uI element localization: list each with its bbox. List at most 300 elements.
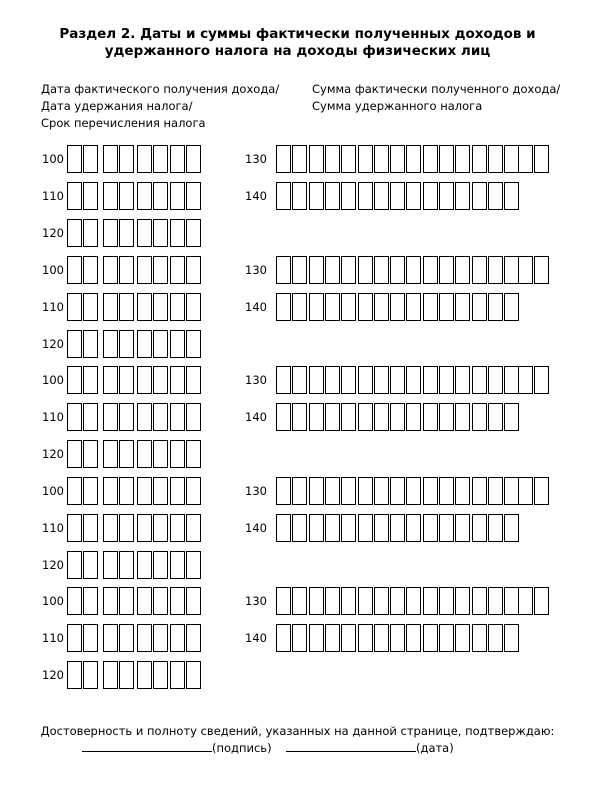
section-title-line-1: Раздел 2. Даты и суммы фактически полученных доходов и	[59, 26, 536, 42]
tax-withheld-amount-cell[interactable]	[341, 514, 356, 542]
signature-underline[interactable]	[82, 740, 212, 752]
tax-withheld-amount-cell[interactable]	[325, 293, 340, 321]
income-date-cell[interactable]	[119, 587, 134, 615]
income-date-cell[interactable]	[119, 145, 134, 173]
tax-withholding-date-cell[interactable]	[83, 624, 98, 652]
income-amount-cell[interactable]	[472, 477, 487, 505]
tax-withholding-date-cell[interactable]	[119, 403, 134, 431]
tax-transfer-deadline-cell[interactable]	[170, 219, 185, 247]
income-date-cell[interactable]	[67, 366, 82, 394]
tax-withheld-amount-cell[interactable]	[374, 403, 389, 431]
tax-withheld-amount-cell[interactable]	[423, 624, 438, 652]
income-amount-cell[interactable]	[472, 587, 487, 615]
date-field[interactable]	[286, 740, 454, 755]
income-amount-cell[interactable]	[374, 256, 389, 284]
tax-transfer-deadline-cell[interactable]	[186, 661, 201, 689]
tax-withholding-date-cell[interactable]	[137, 182, 152, 210]
income-date-cell[interactable]	[170, 587, 185, 615]
income-amount-cell[interactable]	[488, 366, 503, 394]
tax-withheld-amount-cell[interactable]	[390, 403, 405, 431]
line-code-110: 110	[42, 300, 64, 314]
income-amount-cell[interactable]	[423, 587, 438, 615]
tax-withheld-amount-cell[interactable]	[488, 182, 503, 210]
tax-withholding-date-cell[interactable]	[153, 403, 168, 431]
income-amount-cell[interactable]	[341, 587, 356, 615]
tax-withheld-amount-cell[interactable]	[374, 624, 389, 652]
tax-withholding-date-cell[interactable]	[170, 293, 185, 321]
income-amount-cell[interactable]	[423, 477, 438, 505]
income-amount-cell[interactable]	[390, 366, 405, 394]
tax-withholding-date-cell[interactable]	[103, 624, 118, 652]
tax-withheld-amount-cell[interactable]	[406, 624, 421, 652]
tax-withheld-amount-cell[interactable]	[341, 624, 356, 652]
tax-withheld-amount-cell[interactable]	[488, 403, 503, 431]
tax-withheld-amount-cell[interactable]	[423, 182, 438, 210]
income-date-cell[interactable]	[67, 587, 82, 615]
income-amount-cell[interactable]	[439, 256, 454, 284]
tax-transfer-deadline-cell[interactable]	[83, 551, 98, 579]
income-amount-cell[interactable]	[309, 366, 324, 394]
income-amount-cell[interactable]	[406, 256, 421, 284]
tax-transfer-deadline-cell[interactable]	[137, 330, 152, 358]
tax-withheld-amount-cell[interactable]	[358, 293, 373, 321]
income-amount-cell[interactable]	[534, 145, 549, 173]
tax-withholding-date-cell[interactable]	[103, 514, 118, 542]
tax-withheld-amount-cell[interactable]	[472, 624, 487, 652]
tax-transfer-deadline-cell[interactable]	[153, 661, 168, 689]
income-amount-cell[interactable]	[455, 256, 470, 284]
tax-transfer-deadline-cell[interactable]	[153, 440, 168, 468]
income-amount-cell[interactable]	[358, 587, 373, 615]
tax-withheld-amount-cell[interactable]	[276, 403, 291, 431]
income-date-cell[interactable]	[67, 145, 82, 173]
tax-transfer-deadline-cell[interactable]	[170, 551, 185, 579]
tax-withholding-date-cell[interactable]	[153, 293, 168, 321]
income-amount-cell[interactable]	[406, 587, 421, 615]
income-date-cell[interactable]	[83, 366, 98, 394]
tax-withholding-date-cell[interactable]	[119, 624, 134, 652]
tax-withheld-amount-cell[interactable]	[472, 182, 487, 210]
tax-withholding-date-cell[interactable]	[137, 293, 152, 321]
tax-withheld-amount-cell[interactable]	[406, 293, 421, 321]
tax-withheld-amount-cell[interactable]	[309, 624, 324, 652]
income-amount-cell[interactable]	[518, 587, 533, 615]
tax-transfer-deadline-cell[interactable]	[67, 551, 82, 579]
income-amount-cell[interactable]	[276, 477, 291, 505]
tax-transfer-deadline-cell[interactable]	[119, 661, 134, 689]
tax-withholding-date-cell[interactable]	[103, 293, 118, 321]
income-amount-cell[interactable]	[292, 145, 307, 173]
tax-withheld-amount-cell[interactable]	[292, 182, 307, 210]
income-date-cell[interactable]	[83, 256, 98, 284]
tax-withholding-date-cell[interactable]	[170, 403, 185, 431]
tax-withheld-amount-cell[interactable]	[439, 293, 454, 321]
tax-transfer-deadline-cell[interactable]	[186, 440, 201, 468]
tax-withheld-amount-cell[interactable]	[374, 182, 389, 210]
income-amount-cell[interactable]	[439, 366, 454, 394]
tax-withholding-date-cell[interactable]	[67, 624, 82, 652]
income-amount-cell[interactable]	[341, 256, 356, 284]
tax-withholding-date-cell[interactable]	[137, 403, 152, 431]
income-date-cell[interactable]	[103, 145, 118, 173]
tax-withheld-amount-cell[interactable]	[472, 514, 487, 542]
income-date-cell[interactable]	[103, 366, 118, 394]
tax-withholding-date-cell[interactable]	[137, 624, 152, 652]
income-date-cell[interactable]	[137, 256, 152, 284]
tax-withholding-date-cell[interactable]	[119, 182, 134, 210]
tax-withholding-date-cell[interactable]	[67, 293, 82, 321]
income-amount-cell[interactable]	[439, 587, 454, 615]
tax-withholding-date-cell[interactable]	[67, 514, 82, 542]
tax-transfer-deadline-cell[interactable]	[153, 551, 168, 579]
tax-withholding-date-cell[interactable]	[186, 293, 201, 321]
tax-withheld-amount-cell[interactable]	[341, 182, 356, 210]
line-code-120: 120	[42, 558, 64, 572]
tax-withholding-date-cell[interactable]	[170, 514, 185, 542]
tax-withholding-date-cell[interactable]	[153, 182, 168, 210]
income-amount-cell[interactable]	[374, 145, 389, 173]
income-amount-cell[interactable]	[423, 366, 438, 394]
tax-withholding-date-cell[interactable]	[119, 514, 134, 542]
income-date-cell[interactable]	[67, 477, 82, 505]
income-date-cell[interactable]	[67, 256, 82, 284]
line-code-110: 110	[42, 631, 64, 645]
income-amount-cell[interactable]	[358, 477, 373, 505]
tax-withheld-amount-cell[interactable]	[292, 624, 307, 652]
signature-field[interactable]	[82, 740, 272, 755]
tax-withheld-amount-cell[interactable]	[374, 514, 389, 542]
tax-transfer-deadline-cell[interactable]	[103, 330, 118, 358]
tax-withheld-amount-cell[interactable]	[276, 514, 291, 542]
tax-withheld-amount-cell[interactable]	[341, 293, 356, 321]
tax-withheld-amount-cell[interactable]	[292, 293, 307, 321]
tax-withholding-date-cell[interactable]	[103, 403, 118, 431]
tax-withholding-date-cell[interactable]	[83, 293, 98, 321]
line-code-120: 120	[42, 668, 64, 682]
tax-withholding-date-cell[interactable]	[83, 182, 98, 210]
tax-transfer-deadline-cell[interactable]	[170, 330, 185, 358]
income-amount-cell[interactable]	[325, 587, 340, 615]
tax-withholding-date-cell[interactable]	[170, 182, 185, 210]
tax-transfer-deadline-cell[interactable]	[170, 661, 185, 689]
tax-transfer-deadline-cell[interactable]	[153, 219, 168, 247]
income-amount-cell[interactable]	[423, 256, 438, 284]
tax-transfer-deadline-cell[interactable]	[137, 551, 152, 579]
income-amount-cell[interactable]	[341, 145, 356, 173]
tax-withheld-amount-cell[interactable]	[358, 182, 373, 210]
income-amount-cell[interactable]	[325, 366, 340, 394]
tax-withheld-amount-cell[interactable]	[472, 403, 487, 431]
income-date-cell[interactable]	[186, 145, 201, 173]
income-date-cell[interactable]	[103, 256, 118, 284]
tax-withheld-amount-cell[interactable]	[439, 624, 454, 652]
income-amount-cell[interactable]	[504, 145, 519, 173]
income-amount-cell[interactable]	[358, 256, 373, 284]
income-amount-cell[interactable]	[358, 366, 373, 394]
tax-withheld-amount-cell[interactable]	[276, 624, 291, 652]
tax-withheld-amount-cell[interactable]	[406, 182, 421, 210]
tax-withheld-amount-cell[interactable]	[455, 514, 470, 542]
tax-withheld-amount-cell[interactable]	[309, 182, 324, 210]
income-date-cell[interactable]	[170, 477, 185, 505]
income-date-cell[interactable]	[153, 145, 168, 173]
income-amount-cell[interactable]	[309, 145, 324, 173]
income-amount-cell[interactable]	[276, 256, 291, 284]
tax-withheld-amount-cell[interactable]	[455, 182, 470, 210]
tax-withholding-date-cell[interactable]	[186, 514, 201, 542]
line-code-140: 140	[245, 189, 267, 203]
tax-withheld-amount-cell[interactable]	[439, 182, 454, 210]
income-amount-cell[interactable]	[423, 145, 438, 173]
tax-withheld-amount-cell[interactable]	[504, 293, 519, 321]
section-title-line-2: удержанного налога на доходы физических лиц	[104, 43, 491, 59]
confirmation-statement: Достоверность и полноту сведений, указанных на данной странице, подтверждаю:	[40, 724, 555, 738]
income-date-cell[interactable]	[170, 256, 185, 284]
income-amount-cell[interactable]	[276, 366, 291, 394]
income-date-cell[interactable]	[186, 477, 201, 505]
income-amount-cell[interactable]	[325, 256, 340, 284]
tax-withheld-amount-cell[interactable]	[423, 514, 438, 542]
income-amount-cell[interactable]	[472, 256, 487, 284]
income-amount-cell[interactable]	[534, 256, 549, 284]
line-code-100: 100	[42, 594, 64, 608]
tax-withheld-amount-cell[interactable]	[325, 624, 340, 652]
income-amount-cell[interactable]	[309, 587, 324, 615]
line-code-100: 100	[42, 484, 64, 498]
signature-label: (подпись)	[212, 741, 272, 755]
income-amount-cell[interactable]	[406, 477, 421, 505]
income-date-cell[interactable]	[186, 587, 201, 615]
income-amount-cell[interactable]	[390, 256, 405, 284]
income-date-cell[interactable]	[153, 477, 168, 505]
tax-withholding-date-cell[interactable]	[83, 514, 98, 542]
tax-transfer-deadline-cell[interactable]	[83, 440, 98, 468]
tax-withholding-date-cell[interactable]	[83, 403, 98, 431]
tax-transfer-deadline-cell[interactable]	[186, 551, 201, 579]
tax-withheld-amount-cell[interactable]	[358, 624, 373, 652]
income-amount-cell[interactable]	[488, 477, 503, 505]
tax-withheld-amount-cell[interactable]	[374, 293, 389, 321]
income-amount-cell[interactable]	[488, 145, 503, 173]
tax-withheld-amount-cell[interactable]	[325, 403, 340, 431]
tax-withheld-amount-cell[interactable]	[309, 403, 324, 431]
tax-withholding-date-cell[interactable]	[153, 624, 168, 652]
income-amount-cell[interactable]	[390, 587, 405, 615]
line-code-130: 130	[245, 152, 267, 166]
income-date-cell[interactable]	[119, 256, 134, 284]
tax-withheld-amount-cell[interactable]	[325, 182, 340, 210]
income-amount-cell[interactable]	[374, 587, 389, 615]
tax-withholding-date-cell[interactable]	[67, 403, 82, 431]
tax-transfer-deadline-cell[interactable]	[153, 330, 168, 358]
income-amount-cell[interactable]	[309, 256, 324, 284]
income-amount-cell[interactable]	[341, 366, 356, 394]
tax-transfer-deadline-cell[interactable]	[103, 551, 118, 579]
tax-transfer-deadline-cell[interactable]	[67, 219, 82, 247]
income-date-cell[interactable]	[186, 366, 201, 394]
income-amount-cell[interactable]	[292, 477, 307, 505]
income-amount-cell[interactable]	[455, 477, 470, 505]
date-underline[interactable]	[286, 740, 416, 752]
income-date-cell[interactable]	[153, 256, 168, 284]
income-date-cell[interactable]	[119, 477, 134, 505]
tax-withholding-date-cell[interactable]	[186, 624, 201, 652]
income-amount-cell[interactable]	[504, 587, 519, 615]
income-amount-cell[interactable]	[518, 145, 533, 173]
tax-transfer-deadline-cell[interactable]	[67, 661, 82, 689]
income-amount-cell[interactable]	[504, 366, 519, 394]
income-date-cell[interactable]	[170, 145, 185, 173]
income-amount-cell[interactable]	[455, 587, 470, 615]
tax-withheld-amount-cell[interactable]	[276, 182, 291, 210]
income-date-cell[interactable]	[137, 477, 152, 505]
tax-withheld-amount-cell[interactable]	[309, 514, 324, 542]
tax-withheld-amount-cell[interactable]	[504, 514, 519, 542]
income-date-cell[interactable]	[119, 366, 134, 394]
tax-withheld-amount-cell[interactable]	[504, 403, 519, 431]
income-amount-cell[interactable]	[325, 477, 340, 505]
income-amount-cell[interactable]	[518, 477, 533, 505]
tax-transfer-deadline-cell[interactable]	[186, 330, 201, 358]
income-amount-cell[interactable]	[504, 256, 519, 284]
income-amount-cell[interactable]	[292, 587, 307, 615]
income-amount-cell[interactable]	[292, 256, 307, 284]
tax-withholding-date-cell[interactable]	[186, 403, 201, 431]
tax-withheld-amount-cell[interactable]	[488, 293, 503, 321]
income-amount-cell[interactable]	[439, 145, 454, 173]
income-date-cell[interactable]	[186, 256, 201, 284]
income-amount-cell[interactable]	[276, 145, 291, 173]
income-date-cell[interactable]	[137, 587, 152, 615]
tax-withheld-amount-cell[interactable]	[292, 403, 307, 431]
tax-withheld-amount-cell[interactable]	[358, 403, 373, 431]
income-amount-cell[interactable]	[488, 256, 503, 284]
tax-withheld-amount-cell[interactable]	[358, 514, 373, 542]
tax-transfer-deadline-cell[interactable]	[137, 219, 152, 247]
tax-withholding-date-cell[interactable]	[103, 182, 118, 210]
tax-withheld-amount-cell[interactable]	[488, 624, 503, 652]
tax-withheld-amount-cell[interactable]	[504, 624, 519, 652]
tax-withheld-amount-cell[interactable]	[406, 514, 421, 542]
tax-transfer-deadline-cell[interactable]	[103, 440, 118, 468]
income-amount-cell[interactable]	[276, 587, 291, 615]
tax-transfer-deadline-cell[interactable]	[137, 661, 152, 689]
tax-withheld-amount-cell[interactable]	[455, 403, 470, 431]
income-amount-cell[interactable]	[374, 477, 389, 505]
income-amount-cell[interactable]	[488, 587, 503, 615]
tax-transfer-deadline-cell[interactable]	[186, 219, 201, 247]
income-amount-cell[interactable]	[309, 477, 324, 505]
tax-withheld-amount-cell[interactable]	[472, 293, 487, 321]
tax-transfer-deadline-cell[interactable]	[137, 440, 152, 468]
income-amount-cell[interactable]	[518, 256, 533, 284]
tax-transfer-deadline-cell[interactable]	[103, 661, 118, 689]
tax-withholding-date-cell[interactable]	[153, 514, 168, 542]
income-amount-cell[interactable]	[455, 145, 470, 173]
tax-transfer-deadline-cell[interactable]	[119, 551, 134, 579]
tax-transfer-deadline-cell[interactable]	[119, 330, 134, 358]
income-date-cell[interactable]	[103, 477, 118, 505]
tax-transfer-deadline-cell[interactable]	[103, 219, 118, 247]
income-amount-cell[interactable]	[518, 366, 533, 394]
tax-withholding-date-cell[interactable]	[170, 624, 185, 652]
tax-withheld-amount-cell[interactable]	[455, 624, 470, 652]
income-amount-cell[interactable]	[292, 366, 307, 394]
tax-withheld-amount-cell[interactable]	[309, 293, 324, 321]
tax-withholding-date-cell[interactable]	[67, 182, 82, 210]
income-amount-cell[interactable]	[534, 587, 549, 615]
tax-withheld-amount-cell[interactable]	[325, 514, 340, 542]
income-amount-cell[interactable]	[504, 477, 519, 505]
tax-withheld-amount-cell[interactable]	[488, 514, 503, 542]
income-amount-cell[interactable]	[472, 366, 487, 394]
income-amount-cell[interactable]	[406, 366, 421, 394]
tax-withholding-date-cell[interactable]	[186, 182, 201, 210]
tax-transfer-deadline-cell[interactable]	[170, 440, 185, 468]
income-date-cell[interactable]	[153, 587, 168, 615]
income-amount-cell[interactable]	[534, 477, 549, 505]
tax-transfer-deadline-cell[interactable]	[67, 330, 82, 358]
tax-withheld-amount-cell[interactable]	[341, 403, 356, 431]
income-amount-cell[interactable]	[406, 145, 421, 173]
income-amount-cell[interactable]	[341, 477, 356, 505]
tax-transfer-deadline-cell[interactable]	[119, 440, 134, 468]
income-amount-cell[interactable]	[374, 366, 389, 394]
tax-withheld-amount-cell[interactable]	[423, 293, 438, 321]
income-amount-cell[interactable]	[325, 145, 340, 173]
tax-withheld-amount-cell[interactable]	[390, 293, 405, 321]
tax-withheld-amount-cell[interactable]	[292, 514, 307, 542]
income-date-cell[interactable]	[137, 366, 152, 394]
income-date-cell[interactable]	[83, 145, 98, 173]
tax-withheld-amount-cell[interactable]	[439, 514, 454, 542]
tax-withheld-amount-cell[interactable]	[406, 403, 421, 431]
tax-withheld-amount-cell[interactable]	[390, 514, 405, 542]
tax-withheld-amount-cell[interactable]	[390, 182, 405, 210]
tax-withheld-amount-cell[interactable]	[439, 403, 454, 431]
income-amount-cell[interactable]	[390, 477, 405, 505]
tax-withheld-amount-cell[interactable]	[455, 293, 470, 321]
tax-transfer-deadline-cell[interactable]	[83, 330, 98, 358]
tax-transfer-deadline-cell[interactable]	[83, 661, 98, 689]
tax-withholding-date-cell[interactable]	[119, 293, 134, 321]
income-amount-cell[interactable]	[439, 477, 454, 505]
line-code-140: 140	[245, 521, 267, 535]
income-date-cell[interactable]	[170, 366, 185, 394]
income-amount-cell[interactable]	[358, 145, 373, 173]
income-date-cell[interactable]	[83, 477, 98, 505]
line-code-120: 120	[42, 447, 64, 461]
income-amount-cell[interactable]	[390, 145, 405, 173]
income-date-cell[interactable]	[83, 587, 98, 615]
income-date-cell[interactable]	[137, 145, 152, 173]
income-amount-cell[interactable]	[534, 366, 549, 394]
tax-withheld-amount-cell[interactable]	[504, 182, 519, 210]
tax-transfer-deadline-cell[interactable]	[67, 440, 82, 468]
income-amount-cell[interactable]	[455, 366, 470, 394]
income-amount-cell[interactable]	[472, 145, 487, 173]
tax-transfer-deadline-cell[interactable]	[83, 219, 98, 247]
tax-transfer-deadline-cell[interactable]	[119, 219, 134, 247]
income-date-cell[interactable]	[103, 587, 118, 615]
income-date-cell[interactable]	[153, 366, 168, 394]
date-header-line-3: Срок перечисления налога	[41, 116, 206, 130]
line-code-110: 110	[42, 189, 64, 203]
tax-withheld-amount-cell[interactable]	[423, 403, 438, 431]
tax-withholding-date-cell[interactable]	[137, 514, 152, 542]
tax-withheld-amount-cell[interactable]	[390, 624, 405, 652]
tax-withheld-amount-cell[interactable]	[276, 293, 291, 321]
